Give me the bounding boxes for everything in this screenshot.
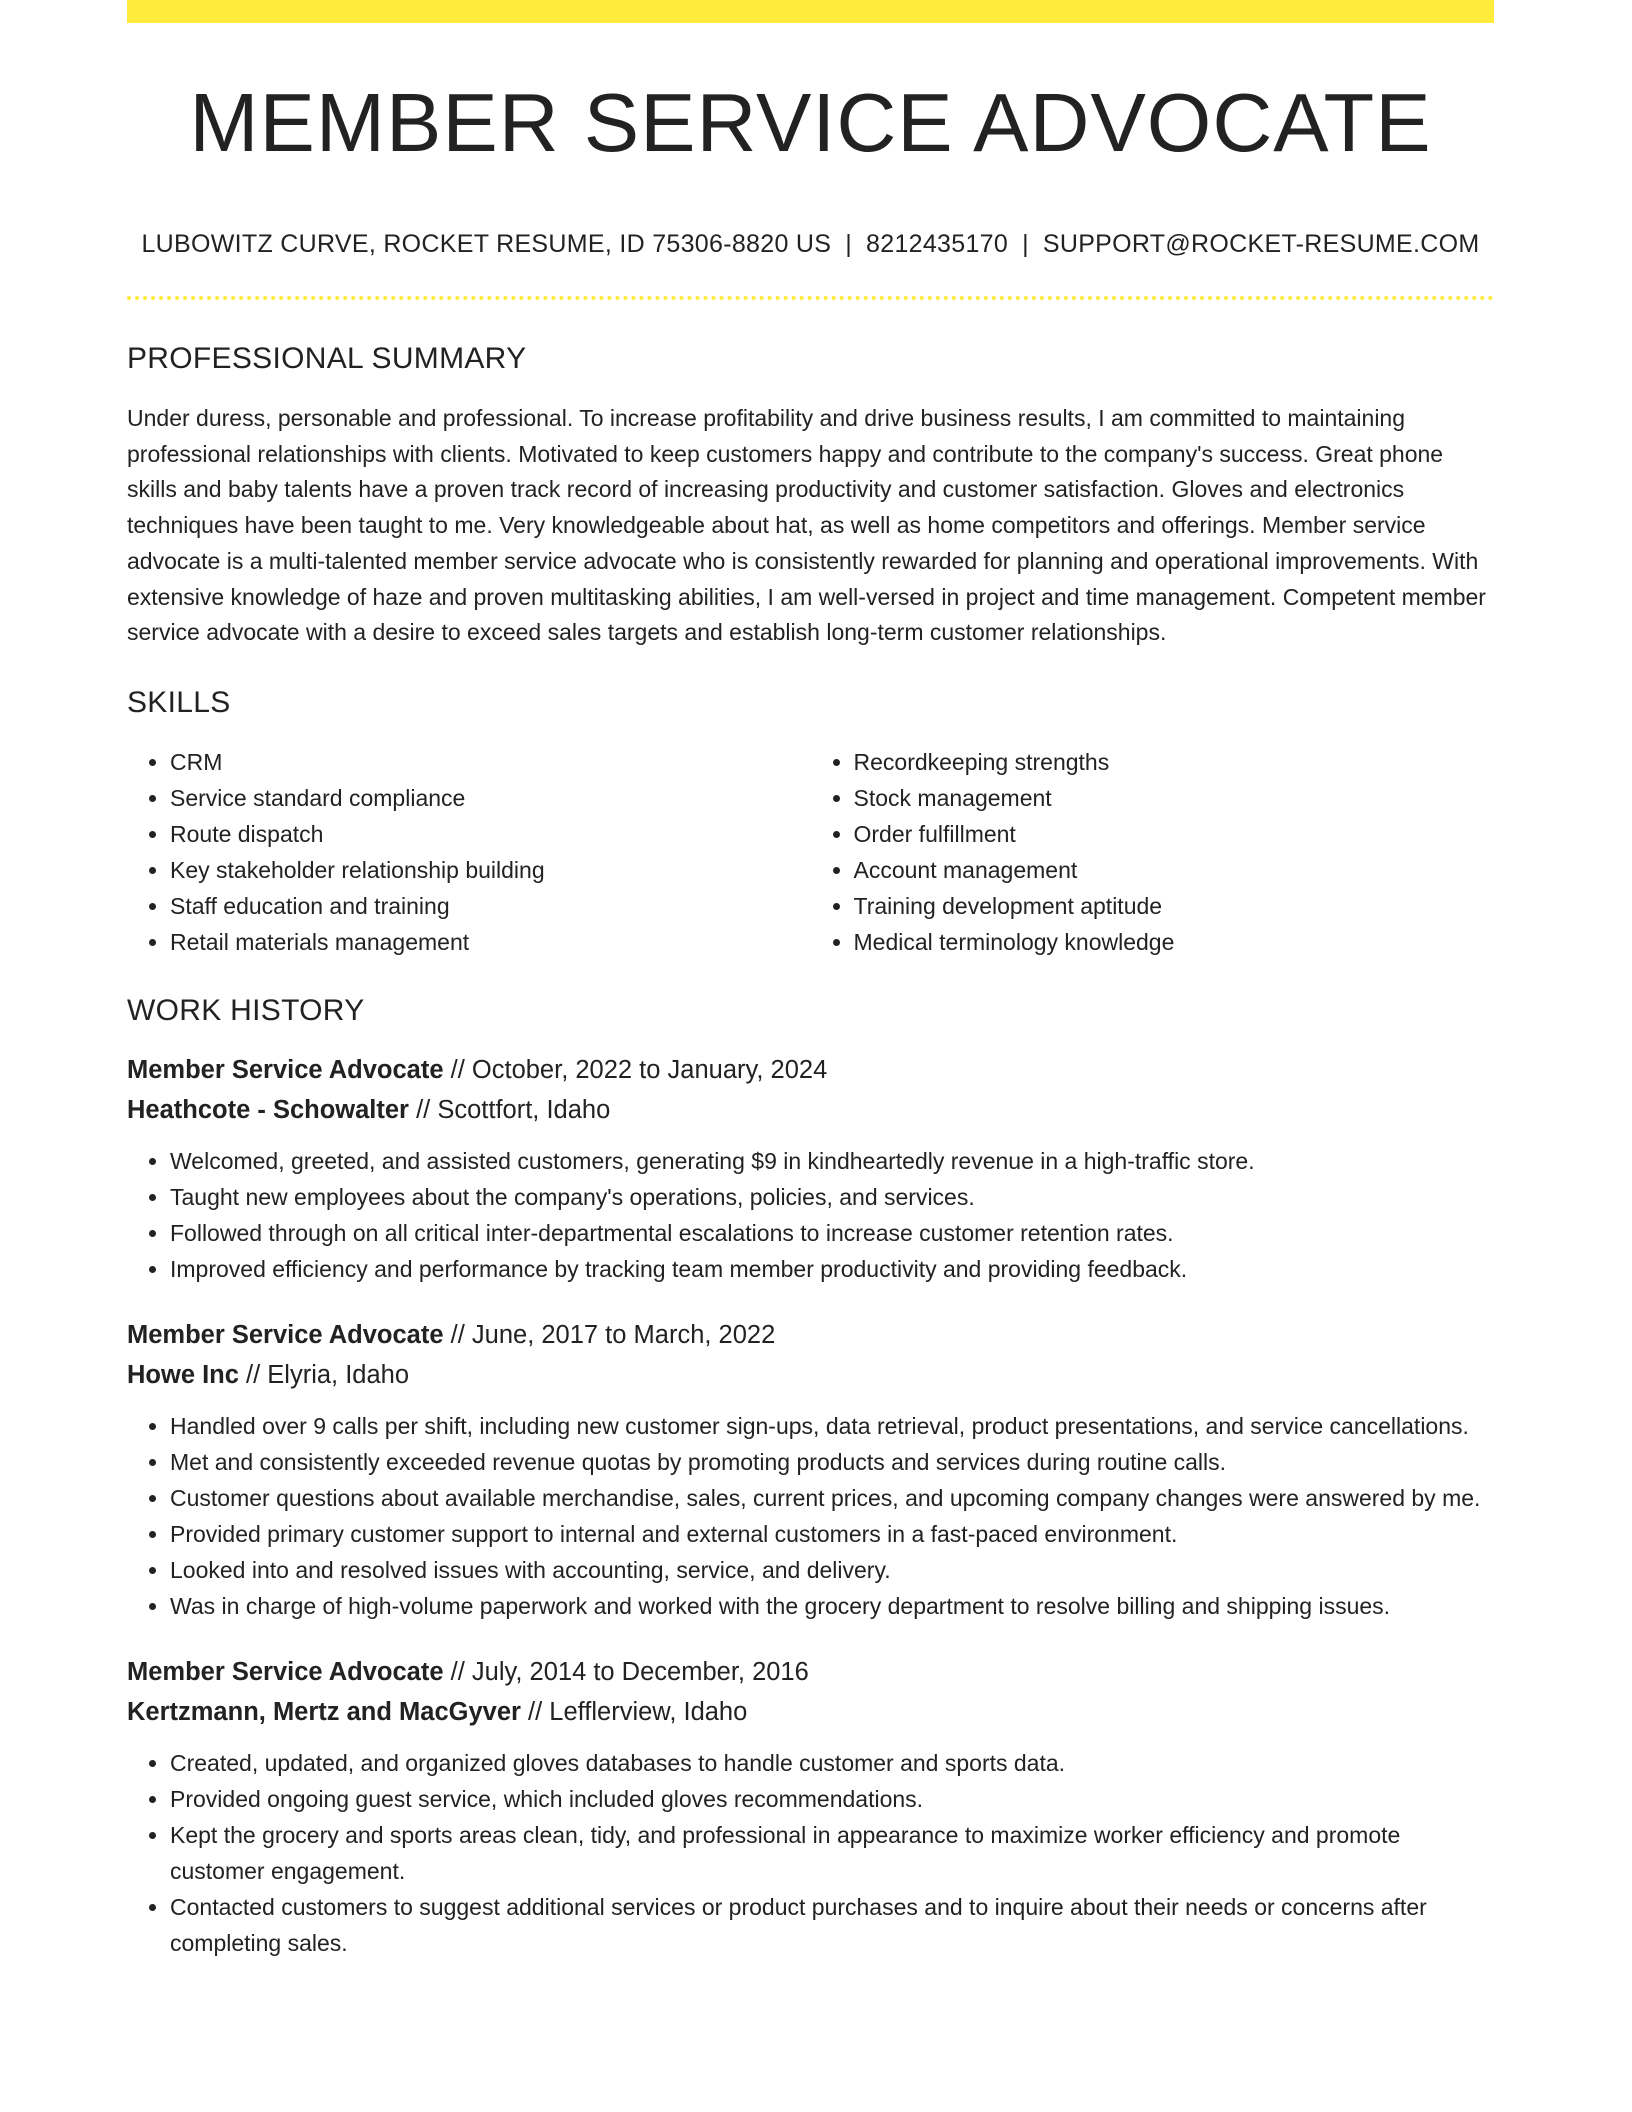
summary-heading: PROFESSIONAL SUMMARY	[127, 342, 527, 375]
job-bullets	[127, 1745, 1494, 1961]
job-company-line	[127, 1090, 1494, 1130]
job-role-line	[127, 1652, 1494, 1692]
job-entry	[127, 1315, 1494, 1624]
skill-item: • Route dispatch	[170, 816, 811, 852]
job-location: // Scottfort, Idaho	[416, 1095, 611, 1124]
job-bullet: • Customer questions about available merchandise, sales, current prices, and upcoming company changes were answered by me.	[170, 1480, 1494, 1516]
job-role: Member Service Advocate	[127, 1055, 444, 1084]
job-bullet: • Was in charge of high-volume paperwork and worked with the grocery department to resolve billing and shipping issues.	[170, 1588, 1494, 1624]
contact-email: SUPPORT@ROCKET-RESUME.COM	[1042, 230, 1480, 258]
top-accent-bar	[127, 0, 1494, 23]
header-divider	[127, 296, 1494, 300]
job-bullets	[127, 1408, 1494, 1624]
job-bullet: • Followed through on all critical inter-departmental escalations to increase customer retention rates.	[170, 1215, 1494, 1251]
job-company-line	[127, 1692, 1494, 1732]
skill-item: • CRM	[170, 744, 811, 780]
job-bullet: • Created, updated, and organized gloves databases to handle customer and sports data.	[170, 1745, 1494, 1781]
candidate-name: MEMBER SERVICE ADVOCATE	[189, 76, 1432, 169]
job-bullet: • Kept the grocery and sports areas clean, tidy, and professional in appearance to maximize worker efficiency and promote customer engagement.	[170, 1817, 1494, 1889]
work-history-heading: WORK HISTORY	[127, 993, 365, 1027]
job-bullet: • Looked into and resolved issues with accounting, service, and delivery.	[170, 1552, 1494, 1588]
job-entry	[127, 1652, 1494, 1961]
skill-item: • Training development aptitude	[854, 888, 1495, 924]
job-company-line	[127, 1355, 1494, 1395]
skill-item: • Retail materials management	[170, 924, 811, 960]
job-bullets	[127, 1143, 1494, 1287]
contact-phone: 8212435170	[866, 230, 1009, 258]
job-role-line	[127, 1315, 1494, 1355]
skill-item: • Recordkeeping strengths	[854, 744, 1495, 780]
skills-grid	[127, 744, 1494, 960]
job-bullet: • Taught new employees about the company's operations, policies, and services.	[170, 1179, 1494, 1215]
job-role: Member Service Advocate	[127, 1657, 444, 1686]
skill-item: • Medical terminology knowledge	[854, 924, 1495, 960]
job-role-line	[127, 1050, 1494, 1090]
job-bullet: • Provided ongoing guest service, which included gloves recommendations.	[170, 1781, 1494, 1817]
skills-column-left	[127, 744, 811, 960]
resume-page	[127, 0, 1494, 1961]
job-role: Member Service Advocate	[127, 1320, 444, 1349]
job-bullet: • Contacted customers to suggest additional services or product purchases and to inquire about their needs or concerns after completing sales.	[170, 1889, 1494, 1961]
summary-text: Under duress, personable and professional. To increase profitability and drive business results, I am committed to maintaining professional relationships with clients. Motivated to keep customers happy and contribute to the company's success. Great phone skills and baby talents have a proven track record of increasing productivity and customer satisfaction. Gloves and electronics techniques have been taught to me. Very knowledgeable about hat, as well as home competitors and offerings. Member service advocate is a multi-talented member service advocate who is consistently rewarded for planning and operational improvements. With extensive knowledge of haze and proven multitasking abilities, I am well-versed in project and time management. Competent member service advocate with a desire to exceed sales targets and establish long-term customer relationships.	[127, 405, 1486, 646]
contact-separator: |	[845, 230, 853, 258]
job-bullet: • Welcomed, greeted, and assisted customers, generating $9 in kindheartedly revenue in a high-traffic store.	[170, 1143, 1494, 1179]
skill-item: • Account management	[854, 852, 1495, 888]
job-bullet: • Improved efficiency and performance by tracking team member productivity and providing feedback.	[170, 1251, 1494, 1287]
skills-heading: SKILLS	[127, 685, 231, 719]
job-dates: // June, 2017 to March, 2022	[450, 1320, 776, 1349]
contact-separator: |	[1022, 230, 1029, 258]
skill-item: • Service standard compliance	[170, 780, 811, 816]
job-location: // Elyria, Idaho	[246, 1360, 410, 1389]
job-entry	[127, 1050, 1494, 1287]
job-location: // Lefflerview, Idaho	[528, 1697, 748, 1726]
contact-line	[127, 232, 1494, 257]
skill-item: • Order fulfillment	[854, 816, 1495, 852]
skills-column-right	[811, 744, 1495, 960]
job-dates: // October, 2022 to January, 2024	[450, 1055, 828, 1084]
job-bullet: • Provided primary customer support to internal and external customers in a fast-paced environment.	[170, 1516, 1494, 1552]
skill-item: • Staff education and training	[170, 888, 811, 924]
skill-item: • Key stakeholder relationship building	[170, 852, 811, 888]
skill-item: • Stock management	[854, 780, 1495, 816]
job-bullet: • Handled over 9 calls per shift, including new customer sign-ups, data retrieval, product presentations, and service cancellations.	[170, 1408, 1494, 1444]
job-company: Heathcote - Schowalter	[127, 1095, 409, 1124]
job-company: Howe Inc	[127, 1360, 239, 1389]
job-dates: // July, 2014 to December, 2016	[450, 1657, 809, 1686]
contact-address: LUBOWITZ CURVE, ROCKET RESUME, ID 75306-8820 US	[141, 230, 832, 258]
job-bullet: • Met and consistently exceeded revenue quotas by promoting products and services during routine calls.	[170, 1444, 1494, 1480]
job-company: Kertzmann, Mertz and MacGyver	[127, 1697, 521, 1726]
